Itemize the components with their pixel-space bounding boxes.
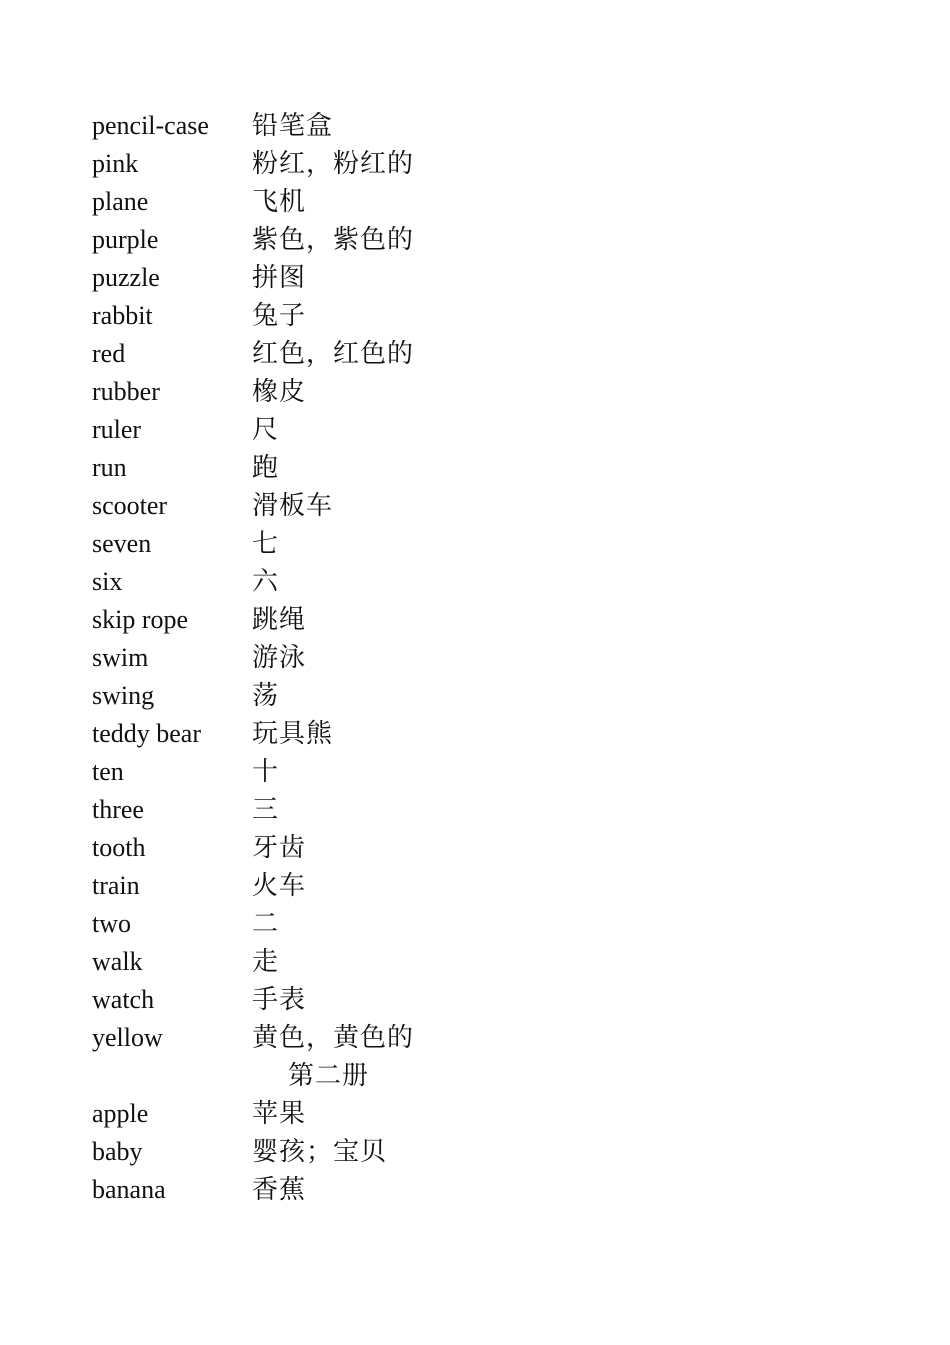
english-word: ten <box>92 757 124 786</box>
chinese-meaning: 滑板车 <box>252 491 334 521</box>
chinese-meaning: 六 <box>252 567 280 597</box>
english-word: watch <box>92 985 155 1014</box>
chinese-meaning: 玩具熊 <box>252 719 334 749</box>
english-word: walk <box>92 947 143 976</box>
vocab-row <box>92 905 414 943</box>
chinese-meaning: 黄色，黄色的 <box>252 1023 415 1053</box>
chinese-meaning: 二 <box>252 909 280 939</box>
vocab-row <box>92 563 414 601</box>
vocab-row <box>92 943 414 981</box>
english-word: train <box>92 871 140 900</box>
chinese-meaning: 婴孩；宝贝 <box>252 1137 388 1167</box>
english-word: teddy bear <box>92 719 202 748</box>
english-word: plane <box>92 187 149 216</box>
vocab-row <box>92 753 414 791</box>
chinese-meaning: 兔子 <box>252 301 307 331</box>
vocab-row <box>92 715 414 753</box>
chinese-meaning: 走 <box>252 947 280 977</box>
vocab-row <box>92 525 414 563</box>
vocab-row <box>92 449 414 487</box>
english-word: pencil-case <box>92 111 209 140</box>
chinese-meaning: 三 <box>252 795 280 825</box>
vocab-row <box>92 259 414 297</box>
english-word: baby <box>92 1137 143 1166</box>
vocab-row <box>92 601 414 639</box>
vocab-row <box>92 1019 414 1057</box>
chinese-meaning: 牙齿 <box>252 833 307 863</box>
vocab-row <box>92 867 414 905</box>
vocab-row <box>92 829 414 867</box>
english-word: swing <box>92 681 155 710</box>
english-word: tooth <box>92 833 146 862</box>
chinese-meaning: 游泳 <box>252 643 307 673</box>
vocab-row <box>92 1095 414 1133</box>
chinese-meaning: 拼图 <box>252 263 307 293</box>
english-word: three <box>92 795 144 824</box>
chinese-meaning: 飞机 <box>252 187 307 217</box>
vocabulary-list <box>92 107 414 1209</box>
vocab-row <box>92 107 414 145</box>
english-word: rabbit <box>92 301 153 330</box>
chinese-meaning: 十 <box>252 757 280 787</box>
english-word: apple <box>92 1099 149 1128</box>
chinese-meaning: 苹果 <box>252 1099 307 1129</box>
vocab-row <box>92 1133 414 1171</box>
vocab-row <box>92 639 414 677</box>
chinese-meaning: 粉红，粉红的 <box>252 149 415 179</box>
chinese-meaning: 七 <box>252 529 280 559</box>
chinese-meaning: 火车 <box>252 871 307 901</box>
vocab-row <box>92 677 414 715</box>
english-word: purple <box>92 225 159 254</box>
english-word: swim <box>92 643 149 672</box>
english-word: puzzle <box>92 263 160 292</box>
english-word: red <box>92 339 126 368</box>
chinese-meaning: 跑 <box>252 453 280 483</box>
chinese-meaning: 红色，红色的 <box>252 339 415 369</box>
chinese-meaning: 手表 <box>252 985 307 1015</box>
vocab-row <box>92 145 414 183</box>
chinese-meaning: 荡 <box>252 681 280 711</box>
vocab-row <box>92 981 414 1019</box>
chinese-meaning: 香蕉 <box>252 1175 307 1205</box>
english-word: run <box>92 453 127 482</box>
chinese-meaning: 尺 <box>252 415 280 445</box>
chinese-meaning: 紫色，紫色的 <box>252 225 415 255</box>
vocab-row <box>92 335 414 373</box>
english-word: banana <box>92 1175 166 1204</box>
chinese-meaning: 铅笔盒 <box>252 111 334 141</box>
vocab-row <box>92 221 414 259</box>
vocab-row <box>92 1171 414 1209</box>
vocab-row <box>92 373 414 411</box>
english-word: skip rope <box>92 605 189 634</box>
english-word: two <box>92 909 131 938</box>
english-word: ruler <box>92 415 142 444</box>
vocab-row <box>92 183 414 221</box>
chinese-meaning: 跳绳 <box>252 605 307 635</box>
vocab-row <box>92 487 414 525</box>
english-word: six <box>92 567 123 596</box>
english-word: seven <box>92 529 152 558</box>
vocab-row <box>92 791 414 829</box>
vocab-row <box>92 411 414 449</box>
section-heading: 第二册 <box>288 1061 370 1091</box>
english-word: yellow <box>92 1023 163 1052</box>
chinese-meaning: 橡皮 <box>252 377 307 407</box>
vocab-row <box>92 297 414 335</box>
english-word: rubber <box>92 377 160 406</box>
english-word: scooter <box>92 491 168 520</box>
english-word: pink <box>92 149 139 178</box>
